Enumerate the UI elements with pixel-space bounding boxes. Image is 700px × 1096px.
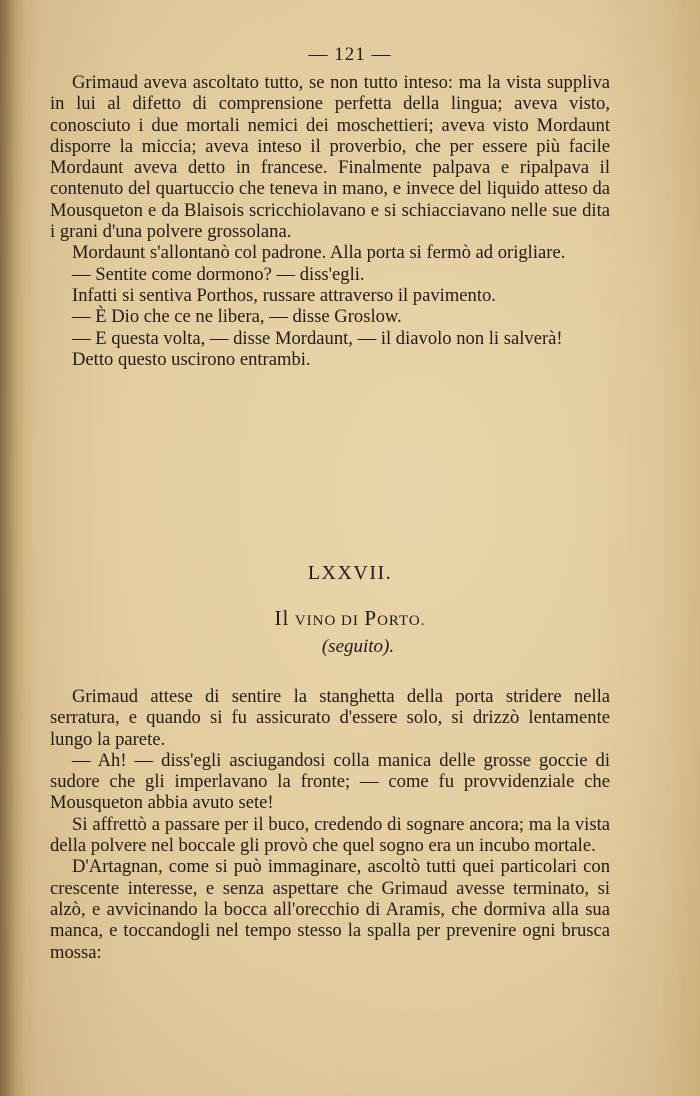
paragraph: Mordaunt s'allontanò col padrone. Alla porta si fermò ad origliare. bbox=[72, 242, 566, 264]
paragraph: Detto questo uscirono entrambi. bbox=[72, 348, 311, 370]
chapter-title bbox=[0, 606, 700, 631]
page-gutter-shadow bbox=[0, 0, 26, 1096]
chapter-title-porto-initial: P bbox=[364, 606, 378, 630]
paragraph: Si affrettò a passare per il buco, credendo di sognare ancora; ma la vista della polvere nel boccale gli provò che quel sogno era un incubo mortale. bbox=[50, 813, 610, 857]
paragraph: D'Artagnan, come si può immaginare, ascoltò tutti quei particolari con crescente interesse, e senza aspettare che Grimaud avesse terminato, si alzò, e avvicinando la bocca all'orecchio di Aramis, che dormiva alla sua manca, e toccandogli nel tempo stesso la spalla per prevenire ogni brusca mossa: bbox=[50, 856, 610, 963]
chapter-subtitle: (seguito). bbox=[321, 636, 395, 657]
paragraph: — Ah! — diss'egli asciugandosi colla manica delle grosse goccie di sudore che gli imperlavano la fronte; — come fu provvidenziale che Mousqueton abbia avuto sete! bbox=[50, 749, 610, 814]
paragraph: Grimaud attese di sentire la stanghetta della porta stridere nella serratura, e quando si fu assicurato d'essere solo, si drizzò lentamente lungo la parete. bbox=[50, 686, 610, 750]
top-text-block bbox=[50, 72, 610, 370]
chapter-number: LXXVII. bbox=[307, 562, 393, 584]
chapter-title-porto-rest: ORTO. bbox=[377, 613, 426, 629]
paragraph: — È Dio che ce ne libera, — disse Groslow. bbox=[72, 306, 402, 328]
chapter-body-text bbox=[50, 686, 610, 963]
chapter-title-il: Il bbox=[274, 606, 290, 630]
paragraph: — Sentite come dormono? — diss'egli. bbox=[72, 263, 365, 285]
paragraph: Grimaud aveva ascoltato tutto, se non tutto inteso: ma la vista suppliva in lui al difetto di comprensione perfetta della lingua; aveva visto, conosciuto i due mortali nemici dei moschettieri; aveva visto Mordaunt disporre la miccia; aveva inteso il proverbio, che per essere più facile Mordaunt aveva detto in francese. Finalmente palpava e ripalpava il contenuto del quartuccio che teneva in mano, e invece del liquido atteso da Mousqueton e da Blaisois scricchiolavano e si schiacciavano nelle sue dita i grani d'una polvere grossolana. bbox=[50, 72, 610, 243]
chapter-title-vino-di: VINO DI bbox=[294, 613, 359, 629]
paragraph: Infatti si sentiva Porthos, russare attraverso il pavimento. bbox=[72, 284, 496, 306]
page-number: — 121 — bbox=[308, 44, 392, 65]
paragraph: — E questa volta, — disse Mordaunt, — il diavolo non li salverà! bbox=[72, 327, 563, 349]
